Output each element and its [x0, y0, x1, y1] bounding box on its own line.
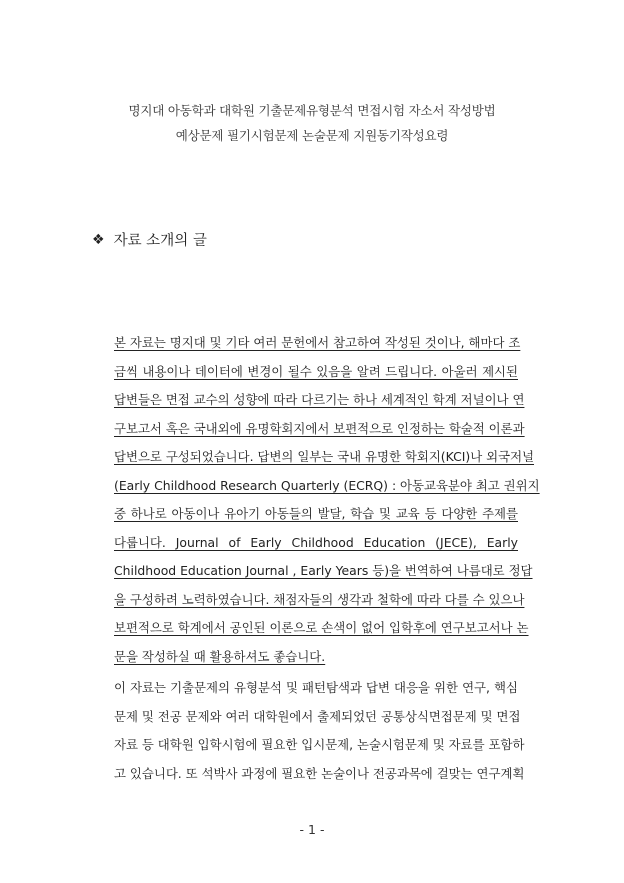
paragraph-line: 답변들은 면접 교수의 성향에 따라 다르기는 하나 세계적인 학계 저널이나 연	[114, 392, 525, 407]
paragraph-line: 구보고서 혹은 국내외에 유명학회지에서 보편적으로 인정하는 학술적 이론과	[114, 420, 525, 436]
paragraph-line: 을 구성하려 노력하였습니다. 채점자들의 생각과 철학에 따라 다를 수 있으나	[114, 591, 525, 607]
diamond-bullet-icon: ❖	[92, 231, 105, 248]
paragraph-line: 문제 및 전공 문제와 여러 대학원에서 출제되었던 공통상식면접문제 및 면접	[114, 708, 521, 724]
page-number: - 1 -	[299, 822, 325, 837]
document-title-line-2: 예상문제 필기시험문제 논술문제 지원동기작성요령	[175, 128, 449, 143]
paragraph-line: 고 있습니다. 또 석박사 과정에 필요한 논술이나 전공과목에 걸맞는 연구계획	[114, 765, 525, 781]
paragraph-line: 답변으로 구성되었습니다. 답변의 일부는 국내 유명한 학회지(KCI)나 외국저널	[114, 449, 535, 464]
document-title-line-1: 명지대 아동학과 대학원 기출문제유형분석 면접시험 자소서 작성방법	[128, 103, 496, 118]
paragraph-line: (Early Childhood Research Quarterly (ECRQ) : 아동교육분야 최고 권위지	[114, 477, 540, 493]
paragraph-line: 자료 등 대학원 입학시험에 필요한 입시문제, 논술시험문제 및 자료를 포함하	[114, 737, 525, 752]
paragraph-line: 금씩 내용이나 데이터에 변경이 될수 있음을 알려 드립니다. 아울러 제시된	[114, 363, 518, 379]
section-heading-text: 자료 소개의 글	[113, 233, 207, 249]
description-paragraph	[114, 674, 525, 788]
paragraph-line: 문을 작성하실 때 활용하셔도 좋습니다.	[114, 648, 326, 664]
paragraph-line: 본 자료는 명지대 및 기타 여러 문헌에서 참고하여 작성된 것이나, 해마다 조	[114, 335, 521, 350]
paragraph-line: 중 하나로 아동이나 유아기 아동들의 발달, 학습 및 교육 등 다양한 주제를	[114, 506, 518, 521]
section-heading	[92, 229, 207, 250]
paragraph-line: Childhood Education Journal , Early Years 등)을 번역하여 나름대로 정답	[114, 563, 533, 578]
paragraph-line: 보편적으로 학계에서 공인된 이론으로 손색이 없어 입학후에 연구보고서나 논	[114, 620, 529, 635]
paragraph-line: 다룹니다. Journal of Early Childhood Education (JECE), Early	[114, 534, 518, 550]
paragraph-line: 이 자료는 기출문제의 유형분석 및 패턴탐색과 답변 대응을 위한 연구, 핵심	[114, 680, 518, 695]
intro-paragraph-underlined	[114, 329, 540, 671]
